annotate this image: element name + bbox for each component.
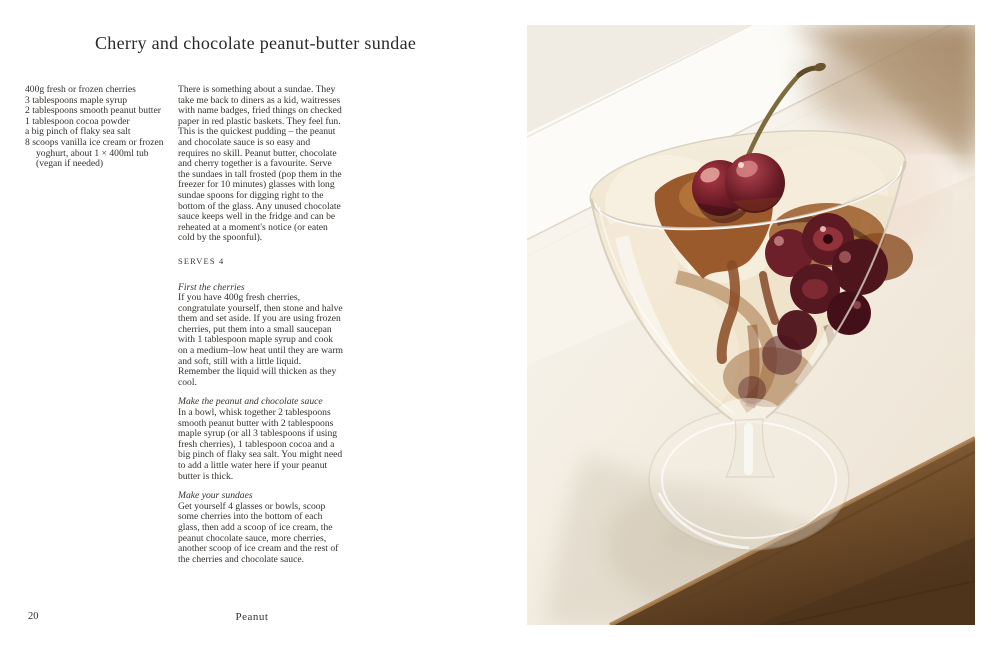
ingredients-list (25, 85, 175, 170)
intro-paragraph: There is something about a sundae. They take me back to diners as a kid, waitresses with name badges, fried things on checked paper in red plastic baskets. They feel fun. This is the quickest pudding – the peanut and chocolate sauce is so easy and requires no skill. Peanut butter, chocolate and cherry together is a favourite. Serve the sundaes in tall frosted (pop them in the freezer for 10 minutes) glasses with long sundae spoons for digging right to the bottom of the glass. Any unused chocolate sauce keeps well in the fridge and can be reheated at a moment's notice (or eaten cold by the spoonful). (178, 84, 342, 244)
step-heading: Make the peanut and chocolate sauce (178, 396, 323, 408)
step-body: If you have 400g fresh cherries, congratulate yourself, then stone and halve them and set aside. If you are using frozen cherries, put them into a small saucepan with 1 tablespoon maple syrup and cook on a medium–low heat until they are warm and soft, still with a little liquid. Remember the liquid will thicken as they cool. (178, 292, 343, 388)
sundae-glass-foot (649, 410, 849, 550)
recipe-photo (527, 25, 975, 625)
ingredient-item: 1 tablespoon cocoa powder (25, 115, 130, 127)
footer-page-number: 20 (28, 611, 39, 622)
step-body: In a bowl, whisk together 2 tablespoons smooth peanut butter with 2 tablespoons maple syrup (or all 3 tablespoons if using fresh cherries), 1 tablespoon cocoa and a big pinch of flaky sea salt. You might need to add a little water here if your peanut butter is thick. (178, 407, 343, 482)
step-section (178, 397, 343, 482)
step-heading: First the cherries (178, 281, 245, 293)
ingredient-item: 2 tablespoons smooth peanut butter (25, 105, 161, 117)
step-section (178, 283, 343, 389)
footer-chapter-label: Peanut (235, 611, 269, 623)
ingredient-item: 8 scoops vanilla ice cream or frozen yoghurt, about 1 × 400ml tub (vegan if needed) (25, 136, 164, 170)
method-column (178, 85, 343, 574)
page-title: Cherry and chocolate peanut-butter sundae (95, 33, 417, 53)
step-heading: Make your sundaes (178, 490, 253, 502)
ingredient-item: 400g fresh or frozen cherries (25, 84, 136, 95)
ingredient-item: 3 tablespoons maple syrup (25, 94, 128, 106)
ingredient-item: a big pinch of flaky sea salt (25, 126, 131, 138)
serves-label: SERVES 4 (178, 256, 225, 266)
step-section (178, 491, 343, 565)
step-body: Get yourself 4 glasses or bowls, scoop some cherries into the bottom of each glass, then add a scoop of ice cream, the peanut chocolate sauce, more cherries, another scoop of ice cream and the rest of the cherries and chocolate sauce. (178, 500, 339, 565)
